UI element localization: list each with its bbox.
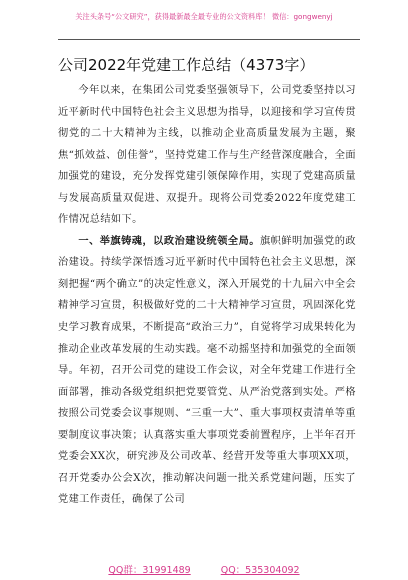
footer-qq-contact[interactable]: QQ：535304092: [220, 565, 300, 576]
section-1-text: 旗帜鲜明加强党的政治建设。持续学深悟透习近平新时代中国特色社会主义思想，深刻把握“两个确立”的决定性意义，深入开展党的十九届六中全会精神学习宣贯，积极做好党的二十大精神学习宣贯，巩固深化党史学习教育成果，不断提高“政治三力”，自觉将学习成果转化为推动企业改革发展的生动实践。毫不动摇坚持和加强党的全面领导。年初，召开公司党的建设工作会议，对全年党建工作进行全面部署，推动各级党组织把党要管党、从严治党落到实处。严格按照公司党委会议事规则、“三重一大”、重大事项权责清单等重要制度议事决策；认真落实重大事项党委前置程序，上半年召开党委会XX次，研究涉及公司改革、经营开发等重大事项XX项，召开党委办公会X次，推动解决问题一批关系党建问题，压实了党建工作责任，确保了公司: [58, 235, 356, 506]
intro-paragraph: 今年以来，在集团公司党委坚强领导下，公司党委坚持以习近平新时代中国特色社会主义思想为指导，以迎接和学习宣传贯彻党的二十大精神为主线，以推动企业高质量发展为主题，聚焦“抓效益、创佳誉”，坚持党建工作与生产经营深度融合，全面加强党的建设，充分发挥党建引领保障作用，实现了党建高质量与发展高质量双促进、双提升。现将公司党委2022年度党建工作情况总结如下。: [58, 85, 356, 226]
page-footer: [0, 562, 408, 576]
header-divider: [58, 39, 360, 40]
page-header: 关注头条号“公文研究”，获得最新最全最专业的公文资料库！ 微信：gongwenyj: [75, 12, 333, 21]
footer-qq-group[interactable]: QQ群：31991489: [108, 565, 191, 576]
section-1-heading: 一、举旗铸魂，以政治建设统领全局。: [78, 235, 260, 247]
section-1-paragraph: [58, 231, 356, 511]
document-body: [58, 80, 356, 511]
document-title: 公司2022年党建工作总结（4373字）: [58, 56, 315, 74]
